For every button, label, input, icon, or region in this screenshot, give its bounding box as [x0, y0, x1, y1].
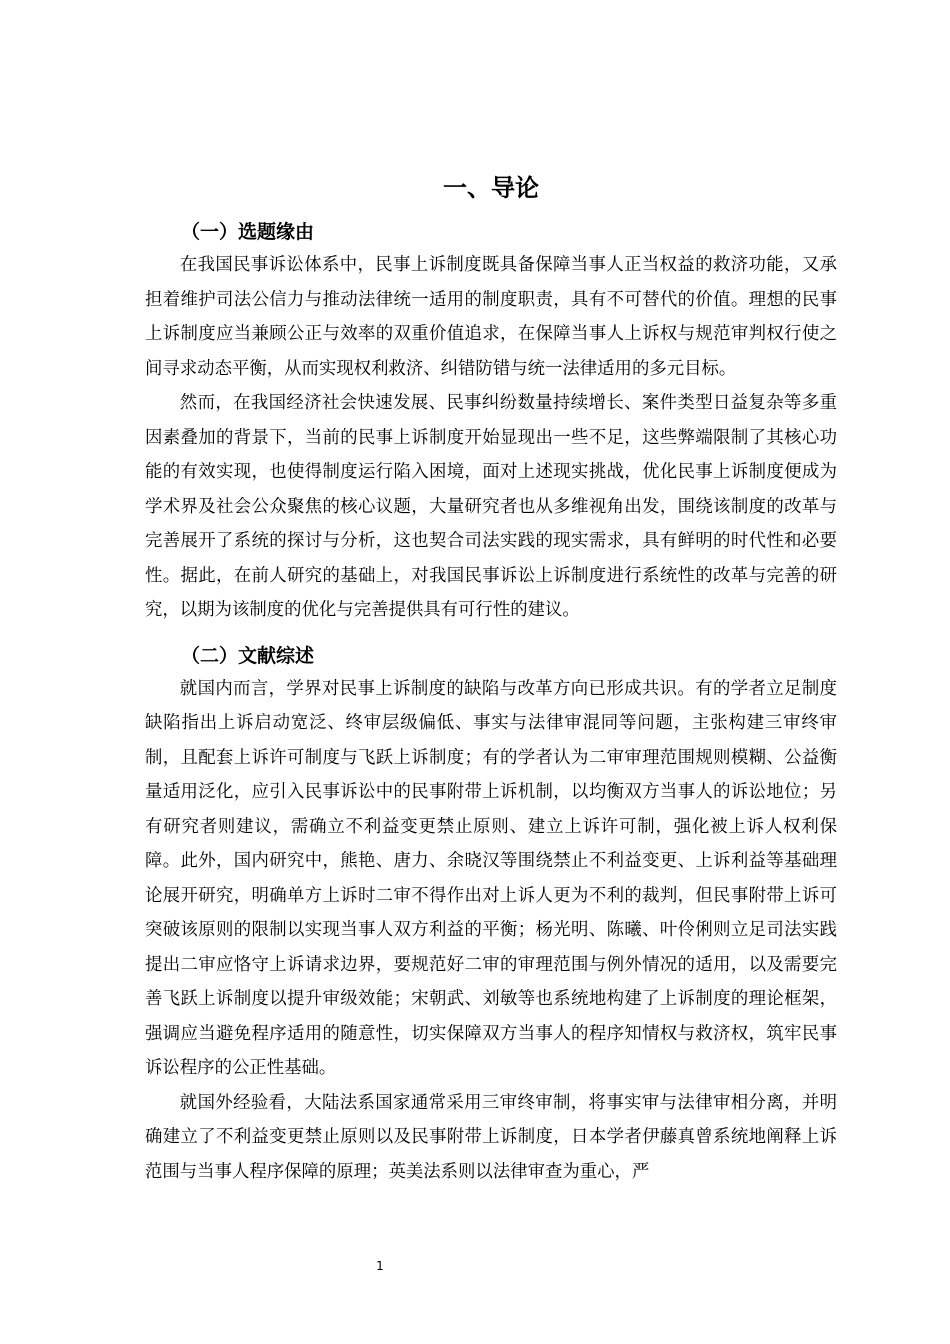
paragraph: 就国外经验看，大陆法系国家通常采用三审终审制，将事实审与法律审相分离，并明确建立了不利益变更禁止原则以及民事附带上诉制度，日本学者伊藤真曾系统地阐释上诉范围与当事人程序保障的原理；英美法系则以法律审查为重心，严: [145, 1092, 837, 1182]
paragraph: 在我国民事诉讼体系中，民事上诉制度既具备保障当事人正当权益的救济功能，又承担着维护司法公信力与推动法律统一适用的制度职责，具有不可替代的价值。理想的民事上诉制度应当兼顾公正与效率的双重价值追求，在保障当事人上诉权与规范审判权行使之间寻求动态平衡，从而实现权利救济、纠错防错与统一法律适用的多元目标。: [145, 255, 837, 379]
page-number: 1: [376, 1259, 384, 1273]
paragraph: 就国内而言，学界对民事上诉制度的缺陷与改革方向已形成共识。有的学者立足制度缺陷指出上诉启动宽泛、终审层级偏低、事实与法律审混同等问题，主张构建三审终审制，且配套上诉许可制度与飞跃上诉制度；有的学者认为二审审理范围规则模糊、公益衡量适用泛化，应引入民事诉讼中的民事附带上诉机制，以均衡双方当事人的诉讼地位；另有研究者则建议，需确立不利益变更禁止原则、建立上诉许可制，强化被上诉人权利保障。此外，国内研究中，熊艳、唐力、余晓汉等围绕禁止不利益变更、上诉利益等基础理论展开研究，明确单方上诉时二审不得作出对上诉人更为不利的裁判，但民事附带上诉可突破该原则的限制以实现当事人双方利益的平衡；杨光明、陈曦、叶伶俐则立足司法实践提出二审应恪守上诉请求边界，要规范好二审的审理范围与例外情况的适用，以及需要完善飞跃上诉制度以提升审级效能；宋朝武、刘敏等也系统地构建了上诉制度的理论框架，强调应当避免程序适用的随意性，切实保障双方当事人的程序知情权与救济权，筑牢民事诉讼程序的公正性基础。: [145, 678, 837, 1078]
section-heading-literature-review: （二）文献综述: [181, 644, 315, 667]
document-page: [145, 168, 837, 1189]
paragraph: 然而，在我国经济社会快速发展、民事纠纷数量持续增长、案件类型日益复杂等多重因素叠加的背景下，当前的民事上诉制度开始显现出一些不足，这些弊端限制了其核心功能的有效实现，也使得制度运行陷入困境，面对上述现实挑战，优化民事上诉制度便成为学术界及社会公众聚焦的核心议题，大量研究者也从多维视角出发，围绕该制度的改革与完善展开了系统的探讨与分析，这也契合司法实践的现实需求，具有鲜明的时代性和必要性。据此，在前人研究的基础上，对我国民事诉讼上诉制度进行系统性的改革与完善的研究，以期为该制度的优化与完善提供具有可行性的建议。: [145, 393, 837, 620]
section-heading-topic-origin: （一）选题缘由: [181, 221, 315, 243]
chapter-title: 一、导论: [443, 174, 539, 202]
